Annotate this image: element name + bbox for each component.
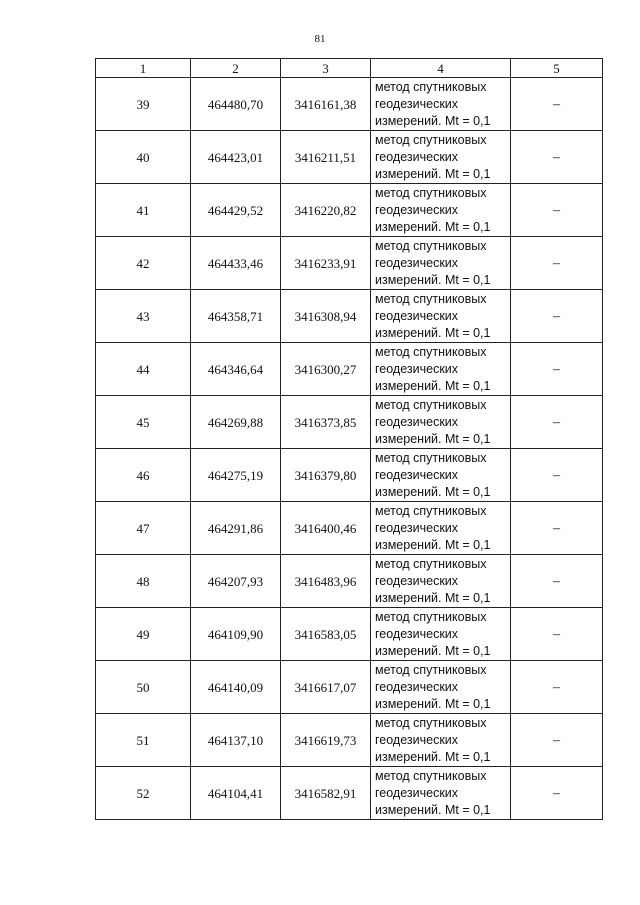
method-cell [371, 502, 511, 555]
table-header-row [96, 59, 603, 78]
method-cell [371, 184, 511, 237]
method-line-1: метод спутниковых [375, 132, 487, 147]
point-number-cell: 50 [96, 661, 191, 714]
point-number-cell: 39 [96, 78, 191, 131]
y-coordinate-cell: 3416233,91 [281, 237, 371, 290]
method-line-2: геодезических [375, 573, 459, 588]
note-cell: – [511, 449, 603, 502]
note-cell: – [511, 555, 603, 608]
y-coordinate-cell: 3416583,05 [281, 608, 371, 661]
x-coordinate-cell: 464140,09 [191, 661, 281, 714]
y-coordinate-cell: 3416308,94 [281, 290, 371, 343]
x-coordinate-cell: 464358,71 [191, 290, 281, 343]
y-coordinate-cell: 3416379,80 [281, 449, 371, 502]
note-cell: – [511, 661, 603, 714]
method-line-2: геодезических [375, 202, 459, 217]
method-line-3: измерений. Mt = 0,1 [375, 219, 491, 234]
point-number-cell: 51 [96, 714, 191, 767]
note-cell: – [511, 714, 603, 767]
note-cell: – [511, 767, 603, 820]
note-cell: – [511, 290, 603, 343]
table-row [96, 343, 603, 396]
method-line-1: метод спутниковых [375, 397, 487, 412]
note-cell: – [511, 343, 603, 396]
method-line-2: геодезических [375, 414, 459, 429]
method-line-3: измерений. Mt = 0,1 [375, 590, 491, 605]
point-number-cell: 45 [96, 396, 191, 449]
method-line-2: геодезических [375, 149, 459, 164]
y-coordinate-cell: 3416582,91 [281, 767, 371, 820]
method-line-3: измерений. Mt = 0,1 [375, 378, 491, 393]
method-line-3: измерений. Mt = 0,1 [375, 325, 491, 340]
x-coordinate-cell: 464291,86 [191, 502, 281, 555]
method-line-3: измерений. Mt = 0,1 [375, 802, 491, 817]
table-row [96, 78, 603, 131]
coordinates-table [95, 58, 603, 820]
table-row [96, 396, 603, 449]
method-cell [371, 608, 511, 661]
method-line-2: геодезических [375, 467, 459, 482]
y-coordinate-cell: 3416619,73 [281, 714, 371, 767]
method-line-3: измерений. Mt = 0,1 [375, 537, 491, 552]
method-line-2: геодезических [375, 308, 459, 323]
note-cell: – [511, 608, 603, 661]
x-coordinate-cell: 464429,52 [191, 184, 281, 237]
x-coordinate-cell: 464109,90 [191, 608, 281, 661]
method-cell [371, 343, 511, 396]
table-row [96, 502, 603, 555]
y-coordinate-cell: 3416161,38 [281, 78, 371, 131]
method-line-3: измерений. Mt = 0,1 [375, 166, 491, 181]
note-cell: – [511, 502, 603, 555]
y-coordinate-cell: 3416373,85 [281, 396, 371, 449]
x-coordinate-cell: 464433,46 [191, 237, 281, 290]
x-coordinate-cell: 464104,41 [191, 767, 281, 820]
method-line-1: метод спутниковых [375, 344, 487, 359]
method-line-2: геодезических [375, 520, 459, 535]
method-line-3: измерений. Mt = 0,1 [375, 272, 491, 287]
y-coordinate-cell: 3416300,27 [281, 343, 371, 396]
method-line-1: метод спутниковых [375, 238, 487, 253]
note-cell: – [511, 184, 603, 237]
point-number-cell: 40 [96, 131, 191, 184]
method-cell [371, 290, 511, 343]
method-line-2: геодезических [375, 732, 459, 747]
header-cell-1: 1 [96, 59, 191, 78]
table-row [96, 290, 603, 343]
method-cell [371, 237, 511, 290]
header-cell-5: 5 [511, 59, 603, 78]
note-cell: – [511, 131, 603, 184]
y-coordinate-cell: 3416617,07 [281, 661, 371, 714]
point-number-cell: 42 [96, 237, 191, 290]
method-line-1: метод спутниковых [375, 185, 487, 200]
method-line-1: метод спутниковых [375, 79, 487, 94]
method-cell [371, 396, 511, 449]
point-number-cell: 44 [96, 343, 191, 396]
y-coordinate-cell: 3416400,46 [281, 502, 371, 555]
method-line-2: геодезических [375, 626, 459, 641]
point-number-cell: 47 [96, 502, 191, 555]
table-row [96, 661, 603, 714]
table-row [96, 608, 603, 661]
x-coordinate-cell: 464269,88 [191, 396, 281, 449]
x-coordinate-cell: 464137,10 [191, 714, 281, 767]
table-row [96, 449, 603, 502]
page-number: 81 [314, 33, 326, 45]
table-row [96, 767, 603, 820]
y-coordinate-cell: 3416220,82 [281, 184, 371, 237]
x-coordinate-cell: 464346,64 [191, 343, 281, 396]
method-line-2: геодезических [375, 96, 459, 111]
y-coordinate-cell: 3416483,96 [281, 555, 371, 608]
method-cell [371, 555, 511, 608]
note-cell: – [511, 396, 603, 449]
method-line-3: измерений. Mt = 0,1 [375, 484, 491, 499]
note-cell: – [511, 78, 603, 131]
header-cell-3: 3 [281, 59, 371, 78]
point-number-cell: 41 [96, 184, 191, 237]
method-line-3: измерений. Mt = 0,1 [375, 643, 491, 658]
method-line-2: геодезических [375, 679, 459, 694]
method-line-3: измерений. Mt = 0,1 [375, 113, 491, 128]
method-line-1: метод спутниковых [375, 609, 487, 624]
table-row [96, 237, 603, 290]
table-row [96, 714, 603, 767]
point-number-cell: 43 [96, 290, 191, 343]
y-coordinate-cell: 3416211,51 [281, 131, 371, 184]
method-cell [371, 714, 511, 767]
method-cell [371, 131, 511, 184]
method-line-3: измерений. Mt = 0,1 [375, 696, 491, 711]
note-cell: – [511, 237, 603, 290]
table-row [96, 131, 603, 184]
method-line-1: метод спутниковых [375, 503, 487, 518]
table-row [96, 184, 603, 237]
header-cell-2: 2 [191, 59, 281, 78]
method-line-2: геодезических [375, 785, 459, 800]
method-cell [371, 78, 511, 131]
method-cell [371, 767, 511, 820]
method-line-3: измерений. Mt = 0,1 [375, 749, 491, 764]
header-cell-4: 4 [371, 59, 511, 78]
method-line-1: метод спутниковых [375, 715, 487, 730]
method-line-2: геодезических [375, 255, 459, 270]
method-cell [371, 449, 511, 502]
method-cell [371, 661, 511, 714]
method-line-2: геодезических [375, 361, 459, 376]
method-line-1: метод спутниковых [375, 662, 487, 677]
method-line-1: метод спутниковых [375, 291, 487, 306]
point-number-cell: 49 [96, 608, 191, 661]
table-row [96, 555, 603, 608]
point-number-cell: 46 [96, 449, 191, 502]
point-number-cell: 48 [96, 555, 191, 608]
method-line-1: метод спутниковых [375, 450, 487, 465]
method-line-3: измерений. Mt = 0,1 [375, 431, 491, 446]
table-body [96, 59, 603, 820]
method-line-1: метод спутниковых [375, 768, 487, 783]
x-coordinate-cell: 464423,01 [191, 131, 281, 184]
x-coordinate-cell: 464275,19 [191, 449, 281, 502]
point-number-cell: 52 [96, 767, 191, 820]
x-coordinate-cell: 464207,93 [191, 555, 281, 608]
method-line-1: метод спутниковых [375, 556, 487, 571]
x-coordinate-cell: 464480,70 [191, 78, 281, 131]
